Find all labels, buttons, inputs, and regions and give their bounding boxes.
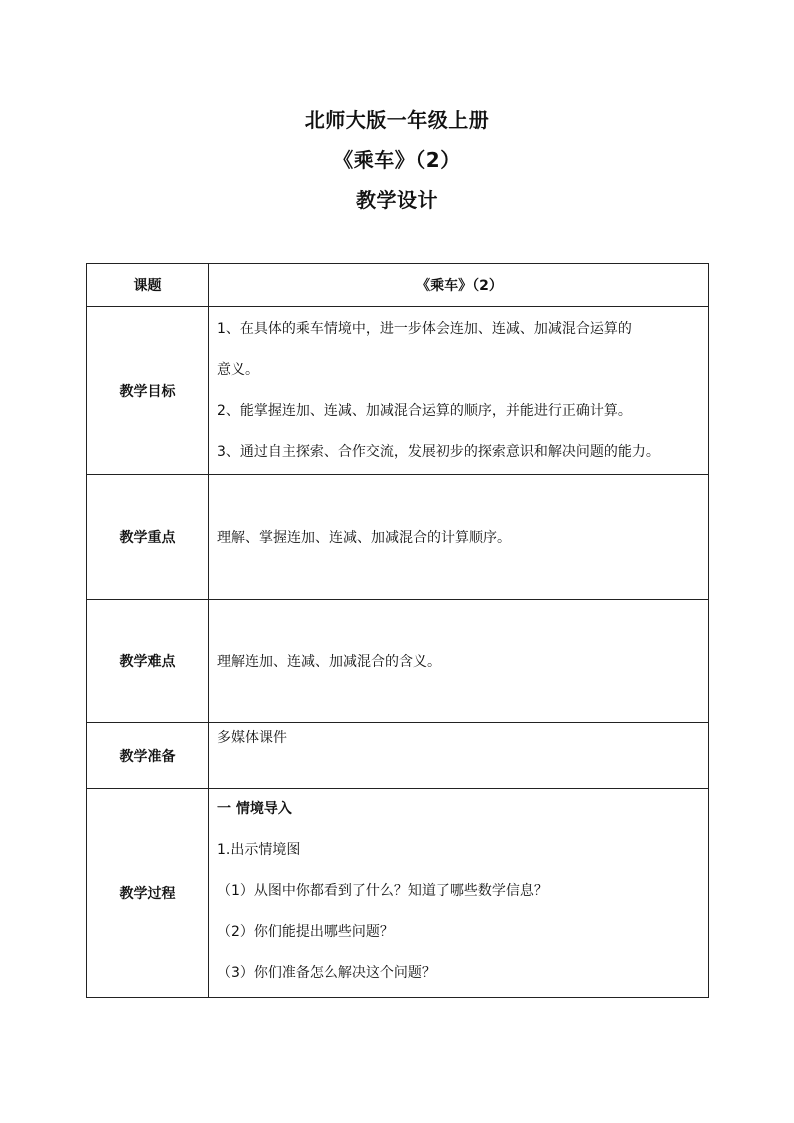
process-line: （1）从图中你都看到了什么？知道了哪些数学信息？ bbox=[217, 883, 548, 899]
document-header bbox=[0, 100, 794, 220]
value-topic: 《乘车》（2） bbox=[209, 264, 709, 307]
goal-line: 1、在具体的乘车情境中，进一步体会连加、连减、加减混合运算的 bbox=[217, 320, 632, 337]
label-difficulties: 教学难点 bbox=[87, 600, 209, 723]
value-difficulties: 理解连加、连减、加减混合的含义。 bbox=[209, 600, 709, 723]
label-topic: 课题 bbox=[87, 264, 209, 307]
goal-line: 2、能掌握连加、连减、加减混合运算的顺序，并能进行正确计算。 bbox=[217, 402, 632, 419]
process-section-heading: 一 情境导入 bbox=[217, 801, 292, 817]
preparation-text: 多媒体课件 bbox=[217, 730, 287, 746]
value-key-points: 理解、掌握连加、连减、加减混合的计算顺序。 bbox=[209, 475, 709, 600]
header-textbook: 北师大版一年级上册 bbox=[304, 108, 490, 132]
lesson-plan-table bbox=[86, 263, 709, 998]
process-line: 1.出示情境图 bbox=[217, 842, 301, 858]
label-process: 教学过程 bbox=[87, 789, 209, 998]
table-row-preparation bbox=[87, 723, 709, 789]
table-row-difficulties bbox=[87, 600, 709, 723]
table-row-goals bbox=[87, 307, 709, 475]
table-row-topic bbox=[87, 264, 709, 307]
table-row-process bbox=[87, 789, 709, 998]
table-row-key-points bbox=[87, 475, 709, 600]
value-goals bbox=[209, 307, 709, 475]
label-goals: 教学目标 bbox=[87, 307, 209, 475]
header-lesson-title: 《乘车》（2） bbox=[333, 148, 461, 172]
value-preparation bbox=[209, 723, 709, 789]
label-preparation: 教学准备 bbox=[87, 723, 209, 789]
process-line: （2）你们能提出哪些问题？ bbox=[217, 924, 394, 940]
goal-line: 3、通过自主探索、合作交流，发展初步的探索意识和解决问题的能力。 bbox=[217, 443, 660, 460]
process-line: （3）你们准备怎么解决这个问题？ bbox=[217, 965, 436, 981]
goal-line: 意义。 bbox=[217, 361, 259, 378]
header-doc-type: 教学设计 bbox=[356, 188, 438, 212]
label-key-points: 教学重点 bbox=[87, 475, 209, 600]
value-process bbox=[209, 789, 709, 998]
